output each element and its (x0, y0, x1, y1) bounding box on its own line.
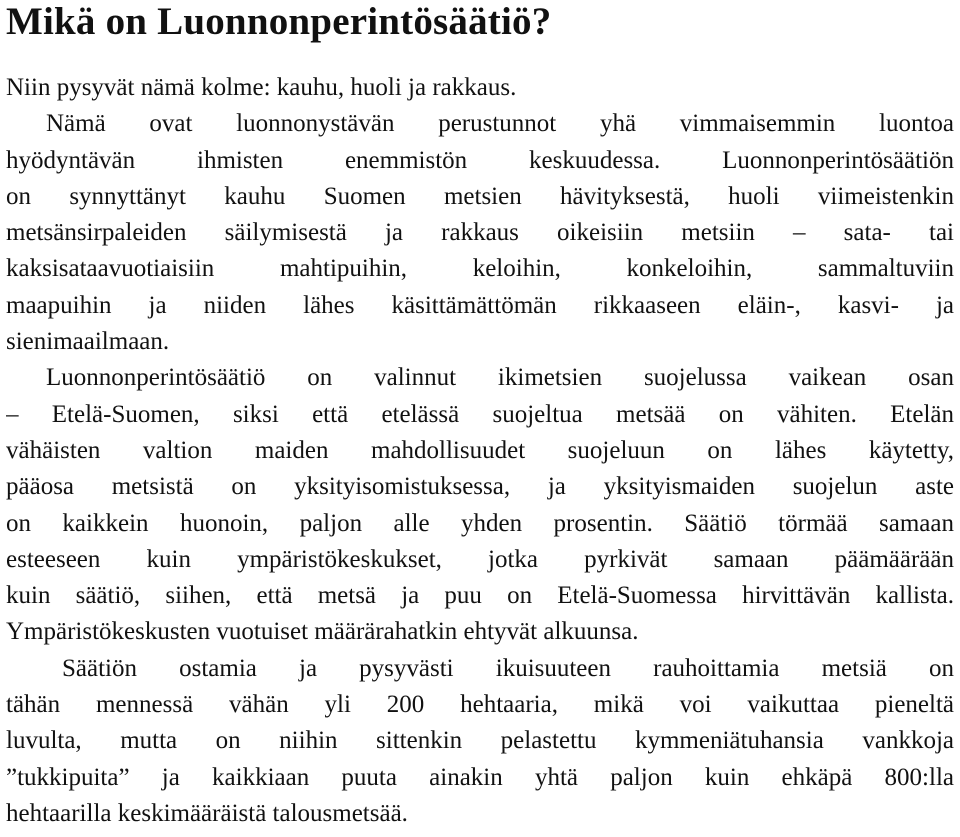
text-line-2: Nämä ovat luonnonystävän perustunnot yhä vimmaisemmin luontoa (46, 110, 954, 138)
text-line-1: Niin pysyvät nämä kolme: kauhu, huoli ja rakkaus. (6, 74, 517, 101)
article-body (6, 70, 954, 832)
text-line-3: hyödyntävän ihmisten enemmistön keskuudessa. Luonnonperintösäätiön (6, 146, 954, 174)
text-line-12: pääosa metsistä on yksityisomistuksessa, ja yksityismaiden suojelun aste (6, 473, 954, 501)
text-line-18: tähän mennessä vähän yli 200 hehtaaria, mikä voi vaikuttaa pieneltä (6, 691, 954, 719)
text-line-7: maapuihin ja niiden lähes käsittämättömän rikkaaseen eläin-, kasvi- ja (6, 291, 954, 319)
text-line-6: kaksisataavuotiaisiin mahtipuihin, keloihin, konkeloihin, sammaltuviin (6, 255, 954, 283)
text-line-14: esteeseen kuin ympäristökeskukset, jotka pyrkivät samaan päämäärään (6, 545, 954, 573)
text-line-20: ”tukkipuita” ja kaikkiaan puuta ainakin yhtä paljon kuin ehkäpä 800:lla (6, 763, 954, 791)
text-line-16: Ympäristökeskusten vuotuiset määrärahatkin ehtyvät alkuunsa. (6, 618, 639, 646)
text-line-17: Säätiön ostamia ja pysyvästi ikuisuuteen rauhoittamia metsiä on (62, 654, 954, 682)
text-line-13: on kaikkein huonoin, paljon alle yhden prosentin. Säätiö törmää samaan (6, 509, 954, 537)
text-line-9: Luonnonperintösäätiö on valinnut ikimetsien suojelussa vaikean osan (46, 364, 954, 392)
text-line-4: on synnyttänyt kauhu Suomen metsien hävityksestä, huoli viimeistenkin (6, 182, 954, 210)
document-page (6, 0, 954, 827)
text-line-10: – Etelä-Suomen, siksi että etelässä suojeltua metsää on vähiten. Etelän (6, 400, 954, 428)
text-line-15: kuin säätiö, siihen, että metsä ja puu on Etelä-Suomessa hirvittävän kallista. (6, 582, 954, 610)
page-title: Mikä on Luonnonperintösäätiö? (6, 0, 552, 43)
text-line-19: luvulta, mutta on niihin sittenkin pelastettu kymmeniätuhansia vankkoja (6, 727, 954, 755)
text-line-21: hehtaarilla keskimääräistä talousmetsää. (6, 799, 408, 827)
text-line-5: metsänsirpaleiden säilymisestä ja rakkaus oikeisiin metsiin – sata- tai (6, 219, 954, 247)
text-line-8: sienimaailmaan. (6, 328, 170, 356)
text-line-11: vähäisten valtion maiden mahdollisuudet suojeluun on lähes käytetty, (6, 436, 954, 464)
